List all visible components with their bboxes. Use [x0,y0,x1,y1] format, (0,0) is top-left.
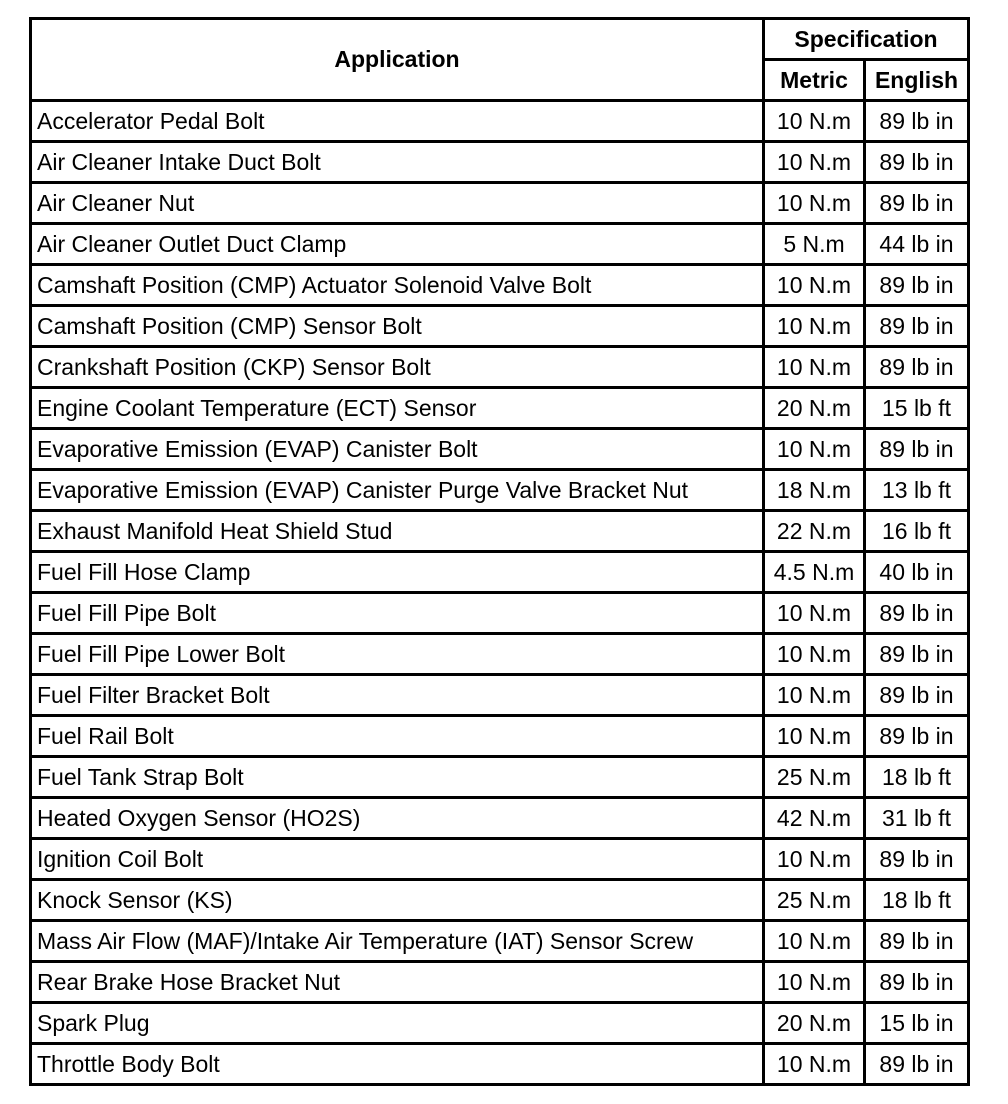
table-row [31,183,969,224]
application-cell: Fuel Filter Bracket Bolt [31,675,764,716]
english-value-cell: 89 lb in [865,101,969,142]
table-row [31,880,969,921]
english-value-cell: 89 lb in [865,839,969,880]
table-row [31,798,969,839]
metric-value-cell: 18 N.m [764,470,865,511]
application-cell: Rear Brake Hose Bracket Nut [31,962,764,1003]
english-value-cell: 16 lb ft [865,511,969,552]
metric-value-cell: 10 N.m [764,839,865,880]
english-value-cell: 89 lb in [865,593,969,634]
metric-value-cell: 10 N.m [764,921,865,962]
metric-value-cell: 25 N.m [764,757,865,798]
metric-value-cell: 10 N.m [764,634,865,675]
application-cell: Evaporative Emission (EVAP) Canister Purge Valve Bracket Nut [31,470,764,511]
table-row [31,675,969,716]
header-english: English [865,60,969,101]
application-cell: Mass Air Flow (MAF)/Intake Air Temperature (IAT) Sensor Screw [31,921,764,962]
header-metric: Metric [764,60,865,101]
english-value-cell: 89 lb in [865,142,969,183]
metric-value-cell: 4.5 N.m [764,552,865,593]
table-row [31,142,969,183]
header-row-top [31,19,969,60]
english-value-cell: 89 lb in [865,1044,969,1085]
application-cell: Crankshaft Position (CKP) Sensor Bolt [31,347,764,388]
english-value-cell: 18 lb ft [865,880,969,921]
application-cell: Air Cleaner Intake Duct Bolt [31,142,764,183]
metric-value-cell: 20 N.m [764,388,865,429]
table-row [31,634,969,675]
table-row [31,716,969,757]
english-value-cell: 89 lb in [865,716,969,757]
metric-value-cell: 20 N.m [764,1003,865,1044]
english-value-cell: 89 lb in [865,265,969,306]
table-row [31,470,969,511]
metric-value-cell: 5 N.m [764,224,865,265]
table-row [31,552,969,593]
metric-value-cell: 42 N.m [764,798,865,839]
metric-value-cell: 10 N.m [764,142,865,183]
application-cell: Heated Oxygen Sensor (HO2S) [31,798,764,839]
metric-value-cell: 10 N.m [764,347,865,388]
table-row [31,1003,969,1044]
table-header [31,19,969,101]
application-cell: Knock Sensor (KS) [31,880,764,921]
metric-value-cell: 10 N.m [764,962,865,1003]
english-value-cell: 89 lb in [865,306,969,347]
table-row [31,1044,969,1085]
table-row [31,101,969,142]
english-value-cell: 44 lb in [865,224,969,265]
table-row [31,306,969,347]
metric-value-cell: 22 N.m [764,511,865,552]
metric-value-cell: 10 N.m [764,429,865,470]
english-value-cell: 89 lb in [865,429,969,470]
english-value-cell: 89 lb in [865,347,969,388]
metric-value-cell: 10 N.m [764,675,865,716]
application-cell: Exhaust Manifold Heat Shield Stud [31,511,764,552]
english-value-cell: 15 lb in [865,1003,969,1044]
table-row [31,265,969,306]
english-value-cell: 18 lb ft [865,757,969,798]
english-value-cell: 31 lb ft [865,798,969,839]
application-cell: Camshaft Position (CMP) Actuator Solenoid Valve Bolt [31,265,764,306]
application-cell: Fuel Rail Bolt [31,716,764,757]
table-row [31,757,969,798]
english-value-cell: 89 lb in [865,962,969,1003]
metric-value-cell: 25 N.m [764,880,865,921]
application-cell: Air Cleaner Nut [31,183,764,224]
application-cell: Throttle Body Bolt [31,1044,764,1085]
english-value-cell: 89 lb in [865,921,969,962]
application-cell: Engine Coolant Temperature (ECT) Sensor [31,388,764,429]
english-value-cell: 40 lb in [865,552,969,593]
application-cell: Ignition Coil Bolt [31,839,764,880]
table-row [31,593,969,634]
table-row [31,224,969,265]
english-value-cell: 89 lb in [865,183,969,224]
table-row [31,347,969,388]
table-row [31,839,969,880]
application-cell: Evaporative Emission (EVAP) Canister Bolt [31,429,764,470]
application-cell: Fuel Tank Strap Bolt [31,757,764,798]
english-value-cell: 89 lb in [865,675,969,716]
metric-value-cell: 10 N.m [764,183,865,224]
table-row [31,429,969,470]
metric-value-cell: 10 N.m [764,593,865,634]
english-value-cell: 89 lb in [865,634,969,675]
metric-value-cell: 10 N.m [764,306,865,347]
english-value-cell: 15 lb ft [865,388,969,429]
table-row [31,921,969,962]
metric-value-cell: 10 N.m [764,265,865,306]
application-cell: Fuel Fill Pipe Lower Bolt [31,634,764,675]
application-cell: Camshaft Position (CMP) Sensor Bolt [31,306,764,347]
table-row [31,388,969,429]
metric-value-cell: 10 N.m [764,101,865,142]
metric-value-cell: 10 N.m [764,716,865,757]
torque-spec-table [29,17,970,1086]
application-cell: Accelerator Pedal Bolt [31,101,764,142]
header-specification: Specification [764,19,969,60]
header-application: Application [31,19,764,101]
table-row [31,511,969,552]
application-cell: Fuel Fill Hose Clamp [31,552,764,593]
table-body [31,101,969,1085]
application-cell: Spark Plug [31,1003,764,1044]
table-row [31,962,969,1003]
application-cell: Air Cleaner Outlet Duct Clamp [31,224,764,265]
english-value-cell: 13 lb ft [865,470,969,511]
application-cell: Fuel Fill Pipe Bolt [31,593,764,634]
metric-value-cell: 10 N.m [764,1044,865,1085]
